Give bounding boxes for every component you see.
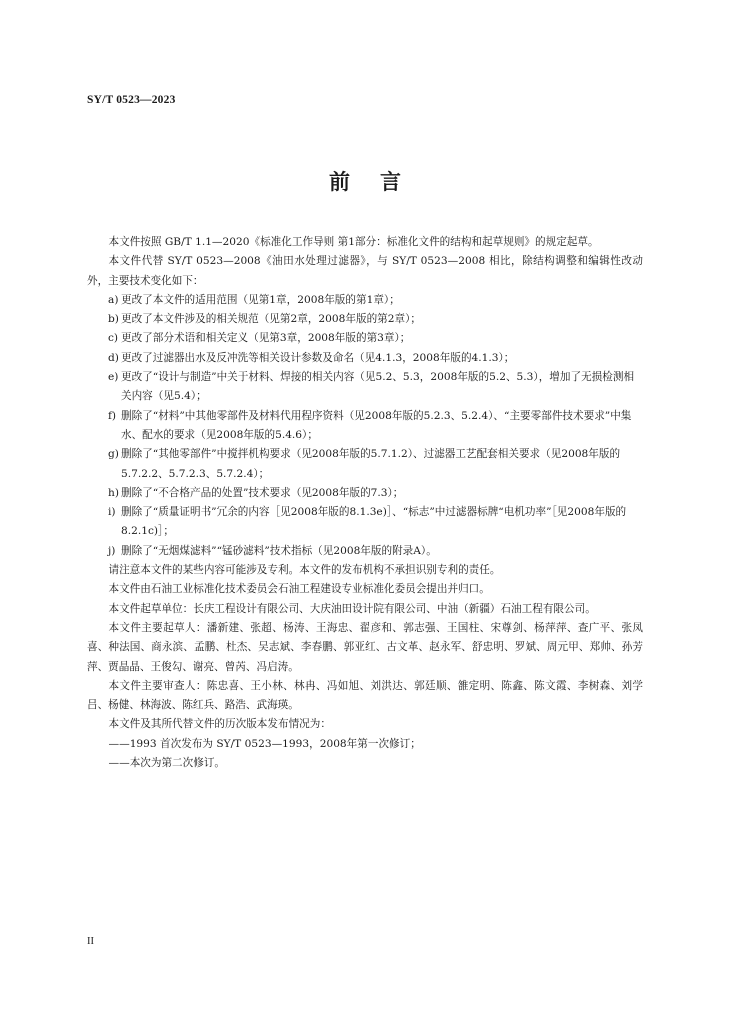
drafting-units: 本文件起草单位：长庆工程设计有限公司、大庆油田设计院有限公司、中油（新疆）石油工程有限公司。	[108, 602, 596, 615]
list-item	[87, 368, 643, 407]
page-title: 前言	[329, 169, 431, 194]
version-history-heading: 本文件及其所代替文件的历次版本发布情况为：	[108, 718, 331, 731]
list-marker: d)	[108, 351, 119, 364]
list-marker: i)	[108, 506, 116, 519]
page-number: II	[87, 936, 94, 947]
list-item-text: 删除了“无烟煤滤料”“锰砂滤料”技术指标（见2008年版的附录A）。	[121, 544, 437, 557]
list-item-text: 删除了“质量证明书”冗余的内容［见2008年版的8.1.3e)］、“标志”中过滤器标牌“电机功率”［见2008年版的8.2.1c)］；	[121, 506, 627, 538]
list-item-text: 删除了“其他零部件”中搅拌机构要求（见2008年版的5.7.1.2）、过滤器工艺配套相关要求（见2008年版的5.7.2.2、5.7.2.3、5.7.2.4）；	[121, 448, 621, 480]
list-item-text: 更改了过滤器出水及反冲洗等相关设计参数及命名（见4.1.3，2008年版的4.1.3）；	[121, 351, 515, 364]
list-item	[87, 329, 643, 348]
proposer-statement: 本文件由石油工业标准化技术委员会石油工程建设专业标准化委员会提出并归口。	[108, 583, 490, 596]
intro-paragraph: 本文件按照 GB/T 1.1—2020《标准化工作导则 第1部分：标准化文件的结构和起草规则》的规定起草。	[108, 236, 599, 248]
list-item-text: 更改了部分术语和相关定义（见第3章，2008年版的第3章）；	[121, 332, 411, 345]
main-drafters: 本文件主要起草人：潘新建、张超、杨涛、王海忠、翟彦和、郭志强、王国柱、宋尊剑、杨萍萍、查广平、张凤喜、种法国、商永滨、孟鹏、杜杰、吴志斌、李春鹏、郭亚红、古文革、赵永军、舒忠明、罗斌、周元甲、郑帅、孙芳萍、贾晶晶、王俊勾、谢亮、曾芮、冯启涛。	[87, 621, 643, 673]
list-item	[87, 407, 643, 446]
list-marker: b)	[108, 313, 119, 326]
list-item	[87, 310, 643, 329]
list-marker: e)	[108, 371, 119, 384]
list-item-text: 更改了“设计与制造”中关于材料、焊接的相关内容（见5.2、5.3，2008年版的5.2、5.3），增加了无损检测相关内容（见5.4）；	[121, 371, 635, 403]
list-marker: c)	[108, 332, 119, 345]
list-item	[87, 503, 643, 542]
list-item	[87, 445, 643, 484]
list-item	[87, 542, 643, 561]
list-item	[87, 349, 643, 368]
document-body	[87, 233, 643, 773]
list-item-text: 更改了本文件涉及的相关规范（见第2章，2008年版的第2章）；	[121, 313, 421, 326]
intro-paragraph: 本文件代替 SY/T 0523—2008《油田水处理过滤器》，与 SY/T 0523—2008 相比，除结构调整和编辑性改动外，主要技术变化如下：	[87, 255, 643, 287]
list-marker: h)	[108, 486, 119, 499]
patent-notice: 请注意本文件的某些内容可能涉及专利。本文件的发布机构不承担识别专利的责任。	[108, 564, 501, 577]
list-item	[87, 484, 643, 503]
standard-number: SY/T 0523—2023	[87, 94, 176, 106]
list-marker: f)	[108, 409, 117, 422]
main-reviewers: 本文件主要审查人：陈忠喜、王小林、林冉、冯如旭、刘洪达、郭廷顺、雒定明、陈鑫、陈文霞、李树森、刘学吕、杨健、林海波、陈红兵、路浩、武海瑛。	[87, 679, 643, 712]
list-item-text: 更改了本文件的适用范围（见第1章，2008年版的第1章）；	[121, 293, 400, 306]
list-item-text: 删除了“不合格产品的处置”技术要求（见2008年版的7.3）；	[121, 486, 404, 499]
list-item-text: 删除了“材料”中其他零部件及材料代用程序资料（见2008年版的5.2.3、5.2.4）、“主要零部件技术要求”中集水、配水的要求（见2008年版的5.4.6）；	[121, 409, 632, 441]
list-item	[87, 291, 643, 310]
version-history-item: ——本次为第二次修订。	[108, 757, 226, 770]
list-marker: j)	[108, 544, 116, 557]
version-history-item: ——1993 首次发布为 SY/T 0523—1993，2008年第一次修订；	[108, 737, 421, 750]
list-marker: a)	[108, 293, 119, 306]
list-marker: g)	[108, 448, 119, 461]
technical-changes-list	[87, 291, 643, 561]
